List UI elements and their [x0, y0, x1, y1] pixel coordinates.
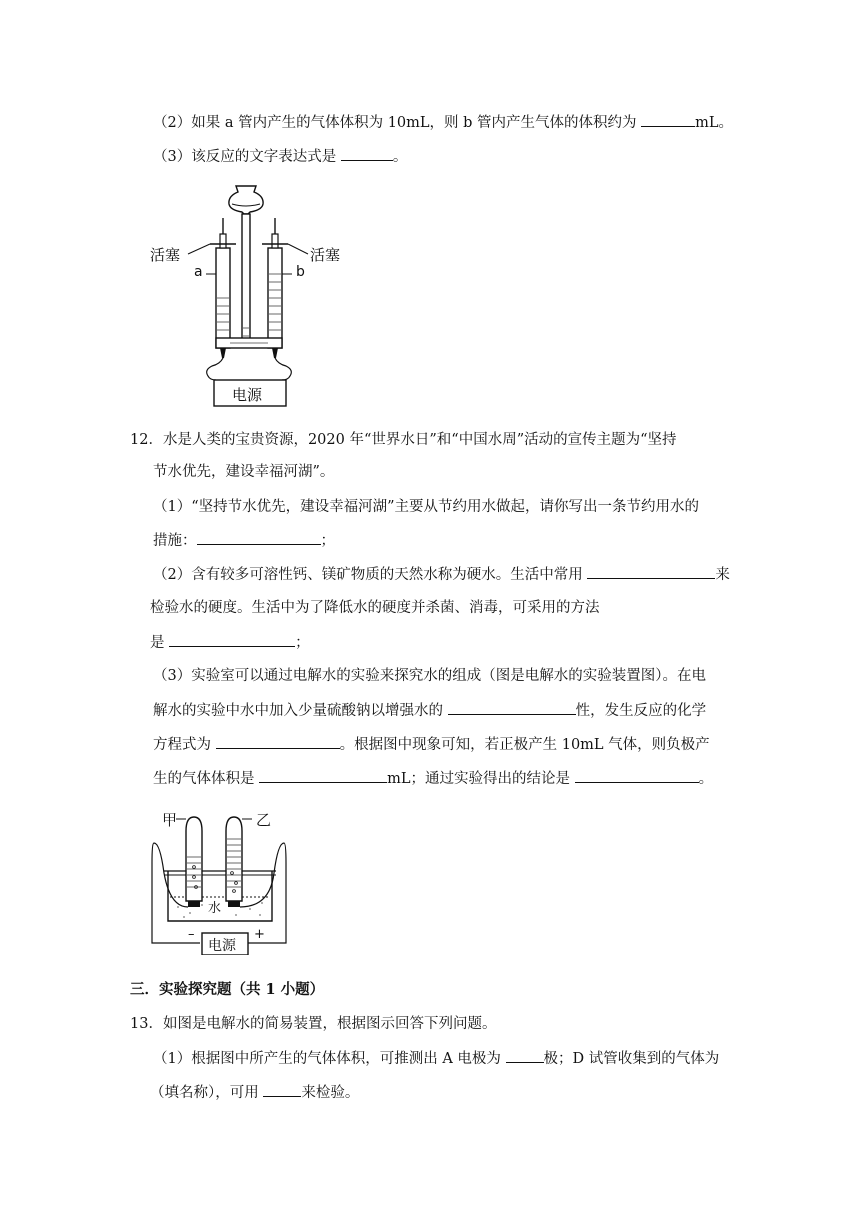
q11-part3: （3）该反应的文字表达式是 。 [153, 146, 407, 167]
power-source-label: 电源 [208, 938, 236, 954]
q12-part3-line1: （3）实验室可以通过电解水的实验来探究水的组成（图是电解水的实验装置图）。在电 [153, 668, 706, 684]
q13-part1-line1: （1）根据图中所产生的气体体积，可推测出 A 电极为 极；D 试管收集到的气体为 [153, 1048, 719, 1069]
positive-terminal-label: + [254, 927, 265, 942]
stopcock-label-right: 活塞 [310, 246, 341, 264]
answer-blank[interactable] [169, 632, 295, 647]
answer-blank[interactable] [575, 768, 699, 783]
tube-b-label: b [296, 264, 305, 280]
tube-jia-label: 甲 [162, 811, 178, 829]
q12-part3-line4: 生的气体体积是 mL；通过实验得出的结论是 。 [153, 768, 713, 789]
answer-blank[interactable] [341, 146, 393, 161]
q12-part1-line1: （1）“坚持节水优先，建设幸福河湖”主要从节约用水做起，请你写出一条节约用水的 [153, 499, 700, 515]
q11-part2: （2）如果 a 管内产生的气体体积为 10mL，则 b 管内产生气体的体积约为 mL。 [153, 112, 733, 133]
section-heading: 三．实验探究题（共 1 小题） [130, 981, 325, 998]
q13-part1-line2: （填名称），可用 来检验。 [150, 1082, 359, 1103]
q12-part1-line2: 措施： ； [153, 530, 335, 551]
answer-blank[interactable] [587, 564, 715, 579]
answer-blank[interactable] [259, 768, 387, 783]
power-source-label: 电源 [232, 386, 263, 404]
q13-intro: 13．如图是电解水的简易装置，根据图示回答下列问题。 [130, 1016, 497, 1032]
hofmann-apparatus-figure [150, 178, 350, 408]
q12-part3-line2: 解水的实验中水中加入少量硫酸钠以增强水的 性，发生反应的化学 [153, 700, 706, 721]
answer-blank[interactable] [197, 530, 321, 545]
q12-part2-line1: （2）含有较多可溶性钙、镁矿物质的天然水称为硬水。生活中常用 来 [153, 564, 730, 585]
answer-blank[interactable] [263, 1082, 301, 1097]
tube-a-label: a [194, 264, 203, 280]
q12-part2-line3: 是 ； [150, 632, 310, 653]
electrolysis-trough-figure [150, 803, 290, 955]
q12-part2-line2: 检验水的硬度。生活中为了降低水的硬度并杀菌、消毒，可采用的方法 [150, 600, 600, 616]
negative-terminal-label: – [188, 927, 195, 942]
answer-blank[interactable] [641, 112, 695, 127]
answer-blank[interactable] [448, 700, 576, 715]
q12-part3-line3: 方程式为 。根据图中现象可知，若正极产生 10mL 气体，则负极产 [153, 734, 710, 755]
q12-intro-line2: 节水优先，建设幸福河湖”。 [153, 464, 335, 480]
tube-yi-label: 乙 [256, 811, 272, 829]
water-label: 水 [208, 901, 222, 916]
stopcock-label-left: 活塞 [150, 246, 181, 264]
answer-blank[interactable] [506, 1048, 544, 1063]
answer-blank[interactable] [216, 734, 340, 749]
q12-intro-line1: 12．水是人类的宝贵资源，2020 年“世界水日”和“中国水周”活动的宣传主题为“坚持 [130, 432, 677, 448]
